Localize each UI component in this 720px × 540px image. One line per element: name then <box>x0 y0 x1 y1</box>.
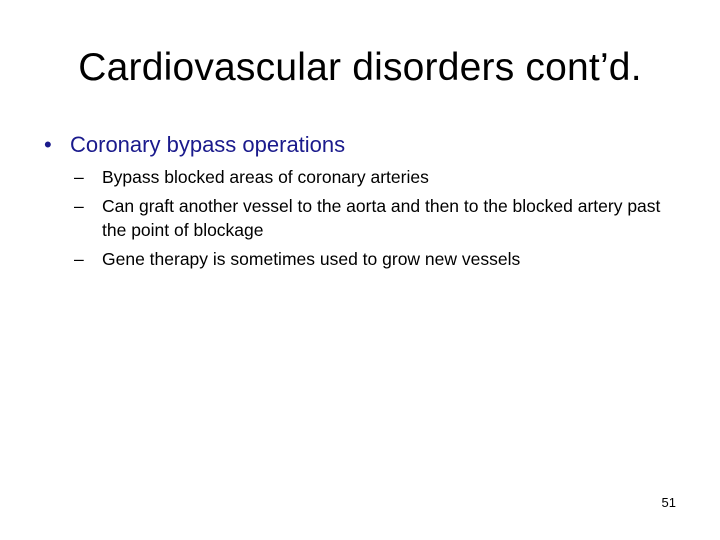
sub-bullet-item <box>74 165 674 189</box>
bullet-item <box>44 131 345 159</box>
bullet-text: Coronary bypass operations <box>70 132 346 157</box>
slide-title: Cardiovascular disorders cont’d. <box>78 46 642 89</box>
sub-bullet-list <box>74 165 674 276</box>
sub-bullet-marker: – <box>74 249 84 269</box>
bullet-marker: • <box>44 132 52 157</box>
sub-bullet-item <box>74 247 674 271</box>
sub-bullet-text: Gene therapy is sometimes used to grow new vessels <box>102 249 521 269</box>
sub-bullet-text: Bypass blocked areas of coronary arteries <box>102 167 429 187</box>
sub-bullet-marker: – <box>74 196 84 216</box>
page-number: 51 <box>661 495 676 510</box>
sub-bullet-item <box>74 194 674 242</box>
sub-bullet-marker: – <box>74 167 84 187</box>
sub-bullet-text: Can graft another vessel to the aorta and then to the blocked artery past the point of blockage <box>102 196 661 240</box>
